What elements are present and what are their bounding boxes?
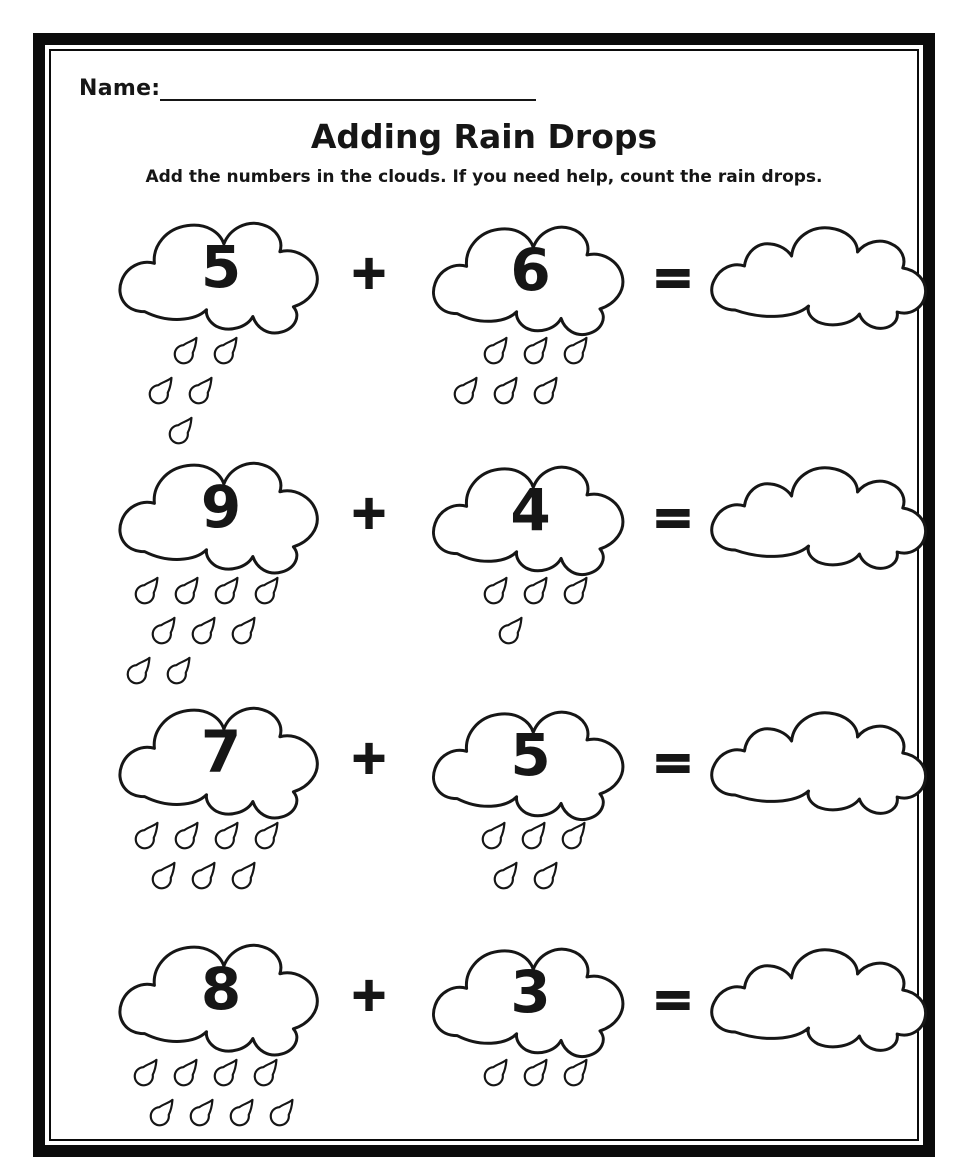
raindrop-icon: [190, 860, 219, 891]
addend-value: 5: [510, 721, 551, 790]
raindrop-icon: [252, 1057, 281, 1088]
raindrop-icon: [188, 1097, 217, 1128]
raindrop-icon: [190, 615, 219, 646]
plus-sign: +: [349, 485, 389, 539]
raindrop-icon: [492, 375, 521, 406]
name-blank-line[interactable]: [160, 73, 536, 101]
cloud-outline-icon: [703, 703, 948, 833]
raindrop-icon: [520, 820, 549, 851]
answer-cloud[interactable]: [703, 458, 948, 588]
worksheet-title: Adding Rain Drops: [310, 117, 658, 156]
plus-sign: +: [349, 967, 389, 1021]
raindrop-icon: [482, 575, 511, 606]
plus-sign: +: [349, 730, 389, 784]
raindrop-icon: [173, 575, 202, 606]
equals-sign: =: [652, 488, 694, 546]
raindrops-right: [424, 1057, 591, 1097]
raindrop-icon: [150, 615, 179, 646]
raindrop-icon: [167, 415, 196, 446]
raindrop-icon: [228, 1097, 257, 1128]
raindrop-icon: [125, 655, 154, 686]
raindrops-left: [110, 575, 282, 695]
problem-row: [51, 937, 917, 1169]
raindrops-left: [110, 335, 241, 455]
worksheet-instructions: Add the numbers in the clouds. If you need help, count the rain drops.: [145, 167, 823, 187]
raindrop-icon: [133, 575, 162, 606]
raindrops-right: [424, 575, 591, 655]
raindrop-icon: [212, 1057, 241, 1088]
raindrop-icon: [253, 575, 282, 606]
raindrops-right: [424, 335, 591, 415]
raindrop-icon: [165, 655, 194, 686]
cloud-outline-icon: [703, 940, 948, 1070]
addend-value: 3: [510, 958, 551, 1027]
raindrop-icon: [132, 1057, 161, 1088]
cloud-outline-icon: [703, 218, 948, 348]
equals-sign: =: [652, 733, 694, 791]
raindrop-icon: [480, 820, 509, 851]
raindrop-icon: [532, 860, 561, 891]
raindrop-icon: [230, 860, 259, 891]
raindrop-icon: [172, 335, 201, 366]
outer-border: [33, 33, 935, 1157]
worksheet-sheet: [51, 51, 917, 1139]
cloud-outline-icon: [703, 458, 948, 588]
raindrop-icon: [452, 375, 481, 406]
problem-row: [51, 215, 917, 455]
raindrop-icon: [497, 615, 526, 646]
raindrop-icon: [482, 335, 511, 366]
addend-value: 6: [510, 236, 551, 305]
raindrop-icon: [212, 335, 241, 366]
problem-row: [51, 700, 917, 940]
equals-sign: =: [652, 248, 694, 306]
addend-value: 8: [200, 955, 242, 1024]
addend-value: 9: [200, 473, 242, 542]
addend-value: 7: [200, 718, 242, 787]
answer-cloud[interactable]: [703, 703, 948, 833]
raindrop-icon: [268, 1097, 297, 1128]
raindrop-icon: [562, 575, 591, 606]
raindrop-icon: [560, 820, 589, 851]
problem-row: [51, 455, 917, 695]
raindrop-icon: [562, 335, 591, 366]
addend-value: 4: [510, 476, 551, 545]
raindrop-icon: [187, 375, 216, 406]
raindrop-icon: [532, 375, 561, 406]
raindrop-icon: [172, 1057, 201, 1088]
raindrop-icon: [133, 820, 162, 851]
raindrops-right: [424, 820, 589, 900]
raindrop-icon: [147, 375, 176, 406]
inner-border: [49, 49, 919, 1141]
raindrop-icon: [253, 820, 282, 851]
raindrop-icon: [213, 820, 242, 851]
answer-cloud[interactable]: [703, 940, 948, 1070]
raindrop-icon: [173, 820, 202, 851]
answer-cloud[interactable]: [703, 218, 948, 348]
raindrop-icon: [148, 1097, 177, 1128]
raindrops-left: [110, 1057, 297, 1137]
raindrop-icon: [482, 1057, 511, 1088]
equals-sign: =: [652, 970, 694, 1028]
raindrop-icon: [522, 1057, 551, 1088]
name-label: Name:: [79, 76, 161, 101]
raindrop-icon: [213, 575, 242, 606]
plus-sign: +: [349, 245, 389, 299]
raindrop-icon: [522, 575, 551, 606]
name-row: [79, 73, 536, 101]
raindrop-icon: [492, 860, 521, 891]
raindrops-left: [110, 820, 282, 900]
raindrop-icon: [522, 335, 551, 366]
raindrop-icon: [230, 615, 259, 646]
addend-value: 5: [200, 233, 242, 302]
raindrop-icon: [562, 1057, 591, 1088]
raindrop-icon: [150, 860, 179, 891]
